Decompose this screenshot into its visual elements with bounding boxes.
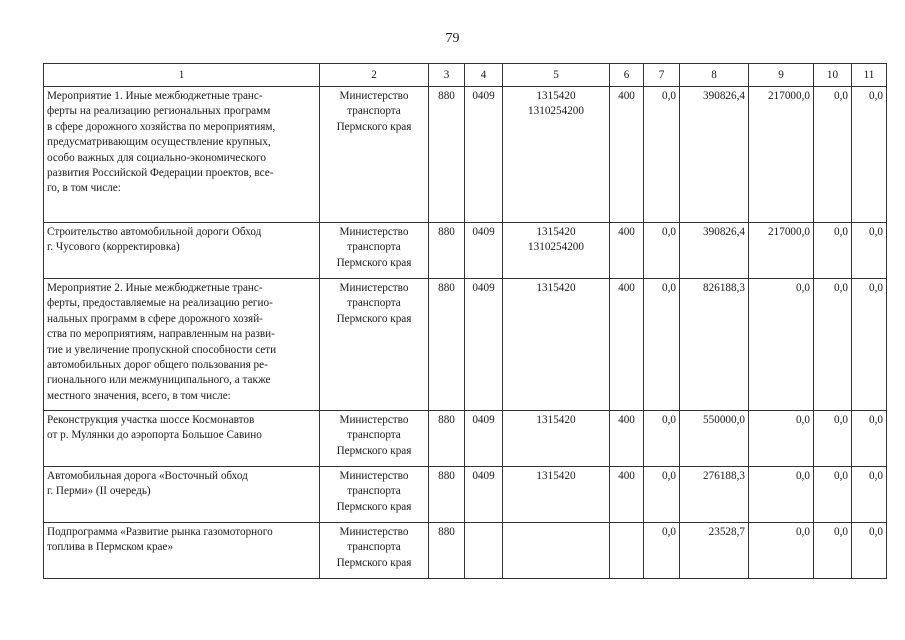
row-value-10: 0,0 [814, 223, 852, 279]
row-code-3: 880 [429, 523, 465, 579]
row-code-3: 880 [429, 411, 465, 467]
row-value-11: 0,0 [852, 87, 887, 223]
header-cell: 6 [610, 64, 644, 87]
row-ministry: Министерство транспорта Пермского края [320, 411, 429, 467]
row-code-4 [465, 523, 503, 579]
table-row [44, 467, 887, 523]
row-ministry: Министерство транспорта Пермского края [320, 279, 429, 411]
row-value-9: 217000,0 [749, 87, 814, 223]
header-cell: 3 [429, 64, 465, 87]
row-code-5: 1315420 1310254200 [503, 223, 610, 279]
row-code-6 [610, 523, 644, 579]
row-value-9: 0,0 [749, 279, 814, 411]
row-value-10: 0,0 [814, 523, 852, 579]
table-row [44, 523, 887, 579]
row-value-11: 0,0 [852, 279, 887, 411]
row-value-9: 217000,0 [749, 223, 814, 279]
header-cell: 11 [852, 64, 887, 87]
table-header-row [44, 64, 887, 87]
row-value-11: 0,0 [852, 411, 887, 467]
row-description: Подпрограмма «Развитие рынка газомоторного топлива в Пермском крае» [44, 523, 320, 579]
table-row [44, 411, 887, 467]
row-value-10: 0,0 [814, 411, 852, 467]
row-code-6: 400 [610, 279, 644, 411]
header-cell: 4 [465, 64, 503, 87]
row-value-9: 0,0 [749, 467, 814, 523]
row-description: Автомобильная дорога «Восточный обход г. Перми» (II очередь) [44, 467, 320, 523]
table-row [44, 223, 887, 279]
row-code-3: 880 [429, 223, 465, 279]
row-value-9: 0,0 [749, 411, 814, 467]
header-cell: 5 [503, 64, 610, 87]
header-cell: 7 [644, 64, 680, 87]
row-value-10: 0,0 [814, 87, 852, 223]
row-code-5: 1315420 [503, 467, 610, 523]
row-ministry: Министерство транспорта Пермского края [320, 523, 429, 579]
row-code-3: 880 [429, 279, 465, 411]
row-value-9: 0,0 [749, 523, 814, 579]
row-code-6: 400 [610, 411, 644, 467]
row-value-8: 826188,3 [680, 279, 749, 411]
row-value-10: 0,0 [814, 279, 852, 411]
table-row [44, 87, 887, 223]
row-value-7: 0,0 [644, 411, 680, 467]
budget-table [43, 63, 887, 579]
row-value-7: 0,0 [644, 87, 680, 223]
row-value-11: 0,0 [852, 467, 887, 523]
row-code-6: 400 [610, 223, 644, 279]
row-value-7: 0,0 [644, 467, 680, 523]
row-code-5: 1315420 [503, 279, 610, 411]
table-row [44, 279, 887, 411]
row-code-5: 1315420 [503, 411, 610, 467]
row-description: Мероприятие 2. Иные межбюджетные транс- ферты, предоставляемые на реализацию регио- нальных программ в сфере дорожного хозяй- ства по мероприятиям, направленным на разви- тие и увеличение пропускной способности сети автомобильных дорог общего пользования ре- гионального или межмуниципального, а также местного значения, всего, в том числе: [44, 279, 320, 411]
row-description: Строительство автомобильной дороги Обход г. Чусового (корректировка) [44, 223, 320, 279]
row-ministry: Министерство транспорта Пермского края [320, 223, 429, 279]
row-code-4: 0409 [465, 467, 503, 523]
row-value-7: 0,0 [644, 523, 680, 579]
row-value-8: 390826,4 [680, 87, 749, 223]
row-description: Реконструкция участка шоссе Космонавтов от р. Мулянки до аэропорта Большое Савино [44, 411, 320, 467]
page-number: 79 [445, 31, 460, 46]
header-cell: 1 [44, 64, 320, 87]
row-code-3: 880 [429, 467, 465, 523]
header-cell: 8 [680, 64, 749, 87]
row-value-11: 0,0 [852, 523, 887, 579]
row-code-4: 0409 [465, 223, 503, 279]
row-value-7: 0,0 [644, 279, 680, 411]
row-value-7: 0,0 [644, 223, 680, 279]
row-code-4: 0409 [465, 279, 503, 411]
row-code-4: 0409 [465, 411, 503, 467]
row-value-8: 276188,3 [680, 467, 749, 523]
header-cell: 10 [814, 64, 852, 87]
row-description: Мероприятие 1. Иные межбюджетные транс- ферты на реализацию региональных программ в сфере дорожного хозяйства по мероприятиям, предусматривающим осуществление крупных, особо важных для социально-экономического развития Российской Федерации проектов, все- го, в том числе: [44, 87, 320, 223]
row-code-5: 1315420 1310254200 [503, 87, 610, 223]
row-code-3: 880 [429, 87, 465, 223]
row-value-10: 0,0 [814, 467, 852, 523]
row-value-11: 0,0 [852, 223, 887, 279]
row-ministry: Министерство транспорта Пермского края [320, 467, 429, 523]
row-value-8: 550000,0 [680, 411, 749, 467]
row-value-8: 390826,4 [680, 223, 749, 279]
row-code-6: 400 [610, 87, 644, 223]
header-cell: 2 [320, 64, 429, 87]
row-ministry: Министерство транспорта Пермского края [320, 87, 429, 223]
row-value-8: 23528,7 [680, 523, 749, 579]
row-code-6: 400 [610, 467, 644, 523]
row-code-4: 0409 [465, 87, 503, 223]
row-code-5 [503, 523, 610, 579]
header-cell: 9 [749, 64, 814, 87]
